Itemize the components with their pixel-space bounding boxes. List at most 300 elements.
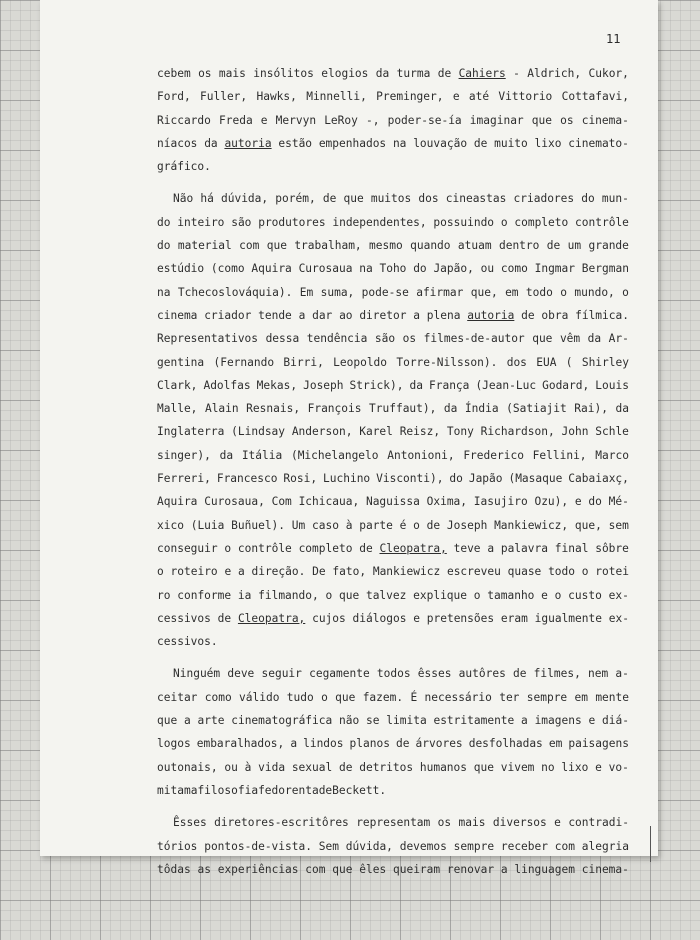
word: trabalham,: [294, 239, 362, 253]
word: completo: [514, 215, 569, 229]
word: (Lindsay: [231, 425, 286, 439]
word: mente: [595, 690, 629, 704]
word: tamanho: [487, 588, 535, 602]
word: cegamente: [309, 667, 370, 681]
word: não: [339, 714, 360, 728]
word: pode-se: [361, 285, 409, 299]
word: de: [473, 136, 488, 150]
text-line: [157, 155, 629, 178]
word: Beckett.: [332, 783, 387, 797]
word: Mé-: [608, 495, 629, 509]
word: detritos: [359, 760, 414, 774]
word: palavra: [500, 541, 548, 555]
word: Cukor,: [588, 67, 629, 80]
word: da: [204, 136, 218, 150]
word: pontos-de-vista.: [204, 839, 312, 853]
word: sexual: [291, 760, 333, 774]
word: Inglaterra: [157, 425, 225, 439]
word: Vittorio: [498, 90, 553, 104]
word: filmes,: [533, 667, 581, 681]
word: teve: [453, 541, 481, 555]
word: autôres: [458, 667, 506, 681]
word: Curosaua,: [204, 495, 265, 509]
word: imaginar: [469, 113, 524, 127]
word: da: [443, 402, 458, 416]
word: Hawks,: [256, 90, 297, 104]
word: sempre: [526, 690, 568, 704]
word: fazem.: [362, 690, 404, 704]
word: êles: [359, 862, 387, 876]
word: necessário: [424, 690, 492, 704]
text-line: [157, 85, 629, 108]
word: até: [468, 90, 490, 104]
word: como: [204, 690, 232, 704]
word: ou: [224, 760, 238, 774]
word: o: [554, 588, 562, 602]
word: de: [521, 308, 535, 322]
word: EUA: [536, 355, 557, 369]
word: Mekas,: [256, 378, 298, 392]
word: de: [437, 67, 452, 80]
word: Aquira: [157, 495, 198, 509]
word: Cleopatra,: [379, 541, 447, 555]
word: sempre: [453, 839, 495, 853]
word: o: [473, 588, 481, 602]
word: Ichicaua,: [298, 495, 360, 509]
word: atuam: [457, 239, 492, 253]
word: que: [473, 760, 494, 774]
word: o: [500, 215, 508, 229]
word: cinematográfica: [231, 714, 333, 728]
word: diálogos: [352, 611, 407, 625]
word: Toho: [379, 262, 407, 276]
word: gráfico.: [157, 160, 211, 174]
word: Curosaua: [298, 262, 353, 276]
word: criador: [204, 308, 252, 322]
word: representam: [356, 816, 431, 830]
word: gentina: [157, 355, 205, 369]
word: É: [410, 690, 418, 704]
word: da: [587, 332, 602, 346]
word: no: [541, 760, 555, 774]
text-line: [157, 732, 629, 755]
word: dos: [418, 192, 439, 206]
word: a: [298, 308, 306, 322]
word: Godard,: [542, 378, 590, 392]
text-line: [157, 281, 629, 304]
word: sem: [608, 518, 629, 532]
word: Strick),: [349, 378, 404, 392]
word: filosofia: [197, 783, 259, 797]
word: final: [554, 541, 589, 555]
word: Tchecoslováquia).: [177, 285, 293, 299]
word: independentes,: [332, 215, 427, 229]
word: Truffaut),: [369, 402, 437, 416]
word: cinema-: [581, 862, 629, 876]
word: todo: [525, 285, 553, 299]
word: grande: [588, 239, 629, 253]
word: árvores: [415, 737, 463, 751]
word: diretores-escritôres: [214, 816, 349, 830]
word: inteiro: [177, 215, 225, 229]
word: o: [581, 565, 589, 579]
word: na: [157, 285, 171, 299]
text-line: [157, 62, 629, 85]
word: escreveu: [446, 565, 501, 579]
word: Richardson,: [480, 425, 555, 439]
word: Iasujiro: [473, 495, 528, 509]
word: mais: [458, 816, 486, 830]
word: ter: [499, 690, 520, 704]
word: Índia: [464, 402, 499, 416]
text-line: [157, 858, 629, 881]
word: Cahiers: [458, 67, 506, 80]
word: quase: [507, 565, 542, 579]
word: e: [452, 90, 460, 104]
word: o: [224, 541, 232, 555]
word: Torre-Nilsson).: [396, 355, 498, 369]
word: Louis: [595, 378, 629, 392]
word: os: [560, 113, 574, 127]
word: Êsses: [173, 816, 207, 830]
word: todos: [376, 667, 411, 681]
word: a: [500, 862, 508, 876]
word: turma: [396, 67, 431, 80]
text-line: [157, 490, 629, 513]
word: Antonioni,: [387, 448, 455, 462]
word: Ar-: [608, 332, 629, 346]
text-line: [157, 397, 629, 420]
word: de: [338, 760, 353, 774]
word: tôdas: [157, 862, 191, 876]
word: Preminger,: [376, 90, 444, 104]
word: insólitos: [253, 67, 314, 80]
word: diversos: [492, 816, 547, 830]
word: cinema: [157, 308, 198, 322]
text-line: [157, 211, 629, 234]
word: Reisz,: [399, 425, 441, 439]
word: obra: [541, 308, 569, 322]
word: -,: [365, 113, 380, 127]
word: François: [307, 402, 362, 416]
word: Joseph: [446, 518, 488, 532]
word: LeRoy: [324, 113, 358, 127]
word: Itália: [241, 448, 283, 462]
word: Ferreri,: [157, 472, 211, 486]
word: Mankiewicz: [372, 565, 441, 579]
word: louvação: [413, 136, 468, 150]
word: e: [541, 588, 548, 602]
text-line: [157, 630, 629, 653]
word: (Jean-Luc: [475, 378, 537, 392]
text-line: [157, 374, 629, 397]
word: à: [244, 760, 252, 774]
word: empenhados: [318, 136, 387, 150]
word: talvez: [365, 588, 407, 602]
word: xico: [157, 518, 184, 532]
word: fílmica.: [575, 308, 629, 322]
text-line: [157, 686, 629, 709]
word: Shirley: [581, 355, 629, 369]
word: Cleopatra,: [237, 611, 306, 625]
word: de: [546, 239, 561, 253]
text-line: [157, 537, 629, 560]
word: desfolhadas: [468, 737, 543, 751]
word: França: [428, 378, 470, 392]
word: tudo: [286, 690, 314, 704]
word: que: [531, 113, 552, 127]
word: são: [231, 215, 252, 229]
margin-mark: [650, 826, 651, 862]
word: Cottafavi,: [561, 90, 629, 104]
word: devemos: [399, 839, 447, 853]
word: lindos: [303, 737, 344, 751]
word: produtores: [258, 215, 326, 229]
word: mitam: [157, 783, 191, 797]
word: as: [197, 862, 211, 876]
word: estão: [278, 136, 313, 150]
word: Frederico: [463, 448, 524, 462]
text-line: [157, 109, 629, 132]
word: em: [548, 737, 563, 751]
word: fedorenta: [258, 783, 319, 797]
word: mais: [218, 67, 246, 80]
word: ex-: [608, 588, 629, 602]
word: Resnais,: [246, 402, 301, 416]
word: Bergman: [581, 262, 629, 276]
text-line: [157, 467, 629, 490]
word: que: [335, 690, 356, 704]
word: se: [366, 714, 380, 728]
text-line: [157, 811, 629, 834]
word: singer),: [157, 448, 211, 462]
word: Freda: [219, 113, 253, 127]
word: que: [532, 332, 553, 346]
word: que: [157, 714, 178, 728]
word: o: [560, 285, 567, 299]
word: em: [505, 285, 519, 299]
word: outonais,: [157, 760, 218, 774]
word: Japão,: [433, 262, 474, 276]
word: do: [588, 495, 602, 509]
word: Japão: [468, 472, 503, 486]
body-text: [157, 62, 629, 881]
word: (Fernando: [213, 355, 275, 369]
text-line: [157, 304, 629, 327]
word: são: [374, 332, 396, 346]
word: Tony: [446, 425, 474, 439]
word: experiências: [217, 862, 299, 876]
word: filmes-de-autor: [423, 332, 525, 346]
word: a: [190, 783, 198, 797]
text-line: [157, 444, 629, 467]
word: (Luia: [190, 518, 225, 532]
word: cessivos: [157, 611, 211, 625]
word: vêm: [559, 332, 581, 346]
word: e: [595, 760, 602, 774]
word: dessa: [265, 332, 300, 346]
word: o: [622, 285, 629, 299]
word: êsses: [417, 667, 452, 681]
word: muitos: [370, 192, 412, 206]
text-line: [157, 132, 629, 155]
word: ro: [157, 588, 171, 602]
word: da: [219, 448, 234, 462]
word: que,: [470, 285, 498, 299]
word: dúvida,: [220, 192, 269, 206]
word: eram: [500, 611, 528, 625]
word: que,: [574, 518, 602, 532]
word: à: [345, 518, 353, 532]
text-line: [157, 607, 629, 630]
word: parte: [359, 518, 393, 532]
word: deve: [227, 667, 255, 681]
word: seguir: [261, 667, 302, 681]
word: ao: [339, 308, 353, 322]
word: de: [359, 541, 373, 555]
word: vivem: [500, 760, 535, 774]
word: do: [581, 192, 595, 206]
word: que: [266, 239, 287, 253]
word: afirmar: [416, 285, 464, 299]
word: Ozu),: [534, 495, 569, 509]
word: -: [513, 67, 520, 80]
word: direção.: [251, 565, 306, 579]
word: elogios: [321, 67, 369, 80]
typewritten-page: [40, 0, 658, 876]
word: John: [561, 425, 589, 439]
word: a: [237, 565, 245, 579]
text-line: [157, 420, 629, 443]
word: a: [413, 308, 420, 322]
word: tórios: [157, 839, 198, 853]
word: mesmo: [369, 239, 403, 253]
word: na: [392, 136, 407, 150]
word: o: [413, 518, 420, 532]
word: quando: [410, 239, 451, 253]
word: a-: [615, 667, 629, 681]
word: cinema-: [581, 113, 629, 127]
word: da: [375, 67, 390, 80]
word: Naguissa: [365, 495, 420, 509]
page-number: 11: [606, 32, 621, 46]
word: Minnelli,: [306, 90, 367, 104]
word: de: [513, 667, 527, 681]
word: cinemato-: [568, 136, 629, 150]
word: níacos: [157, 136, 198, 150]
text-line: [157, 327, 629, 350]
word: é: [399, 518, 407, 532]
word: (Satiajit: [506, 402, 567, 416]
word: Schle: [595, 425, 629, 439]
word: Cabaiaxç,: [568, 472, 629, 486]
word: (: [565, 355, 573, 369]
word: pretensões: [426, 611, 495, 625]
word: mundo,: [574, 285, 615, 299]
word: lixo: [561, 760, 589, 774]
word: fato,: [332, 565, 367, 579]
word: contradi-: [568, 816, 629, 830]
word: Luchino: [323, 472, 371, 486]
word: plena: [426, 308, 461, 322]
word: alegria: [581, 839, 629, 853]
text-line: [157, 234, 629, 257]
word: logos: [157, 737, 191, 751]
text-line: [157, 835, 629, 858]
word: conseguir: [157, 541, 218, 555]
word: ia: [237, 588, 252, 602]
word: da: [409, 378, 423, 392]
word: de: [426, 518, 441, 532]
paragraph: [157, 62, 629, 178]
word: tendência: [306, 332, 368, 346]
word: Fellini,: [532, 448, 587, 462]
word: vida: [258, 760, 286, 774]
word: Com: [271, 495, 292, 509]
word: e: [260, 113, 268, 127]
word: da: [615, 402, 629, 416]
word: Ingmar: [534, 262, 576, 276]
word: a: [521, 714, 528, 728]
word: explique: [413, 588, 468, 602]
word: Oxima,: [426, 495, 468, 509]
word: Adolfas: [203, 378, 251, 392]
word: e: [413, 611, 420, 625]
word: vo-: [608, 760, 629, 774]
word: cebem: [157, 67, 191, 80]
word: Rai),: [574, 402, 608, 416]
word: do: [157, 215, 171, 229]
word: Marco: [595, 448, 629, 462]
word: humanos: [419, 760, 468, 774]
word: e: [224, 565, 232, 579]
paragraph-gap: [157, 802, 629, 811]
word: Sem: [318, 839, 339, 853]
word: Anderson,: [291, 425, 353, 439]
text-line: [157, 560, 629, 583]
paragraph-gap: [157, 178, 629, 187]
word: os: [402, 332, 417, 346]
word: ceitar: [157, 690, 198, 704]
word: Em: [299, 285, 314, 299]
word: queiram: [392, 862, 441, 876]
word: Clark,: [157, 378, 198, 392]
word: de: [396, 737, 410, 751]
word: Karel: [359, 425, 393, 439]
word: com: [239, 239, 260, 253]
word: renovar: [446, 862, 495, 876]
word: lixo: [534, 136, 562, 150]
word: o: [325, 588, 333, 602]
word: caso: [312, 518, 339, 532]
word: com: [305, 862, 326, 876]
word: embaralhados,: [196, 737, 285, 751]
text-line: [157, 351, 629, 374]
word: que: [332, 862, 353, 876]
word: completo: [298, 541, 353, 555]
text-line: [157, 662, 629, 685]
word: válido: [239, 690, 280, 704]
text-line: [157, 584, 629, 607]
word: o: [157, 565, 164, 579]
word: Mankiewicz,: [494, 518, 569, 532]
word: roteiro: [170, 565, 218, 579]
word: limita: [386, 714, 427, 728]
word: Alain: [204, 402, 239, 416]
word: dúvida,: [345, 839, 393, 853]
word: Visconti),: [376, 472, 444, 486]
word: (como: [210, 262, 245, 276]
